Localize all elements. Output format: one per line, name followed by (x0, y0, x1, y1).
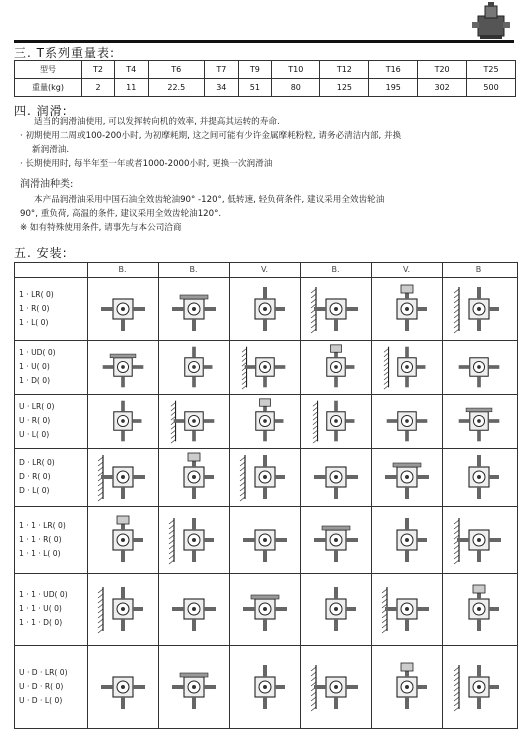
gearbox-mounting-diagram-icon (237, 661, 293, 713)
gearbox-mounting-diagram-icon (237, 583, 293, 635)
install-row-label: 1 · R( 0) (19, 303, 50, 313)
gearbox-mounting-diagram-icon (451, 397, 507, 445)
gearbox-mounting-diagram-icon (379, 397, 435, 445)
gearbox-mounting-diagram-icon (166, 283, 222, 335)
install-row-label: D · L( 0) (19, 486, 50, 495)
table-cell: T6 (148, 61, 204, 79)
table-cell: 11 (114, 79, 148, 97)
gearbox-mounting-diagram-icon (308, 397, 364, 445)
gearbox-mounting-diagram-icon (451, 343, 507, 391)
weight-table-value-row (15, 79, 516, 97)
gearbox-mounting-diagram-icon (379, 661, 435, 713)
table-cell: T4 (114, 61, 148, 79)
gearbox-mounting-diagram-icon (379, 283, 435, 335)
lube-section-title: 四. 润滑: (14, 104, 68, 118)
table-cell: T12 (320, 61, 369, 79)
install-section-title: 五. 安装: (14, 246, 68, 260)
lube-line-1: 适当的润滑油使用, 可以发挥转向机的效率, 并提高其运转的寿命. (34, 117, 280, 127)
gearbox-mounting-diagram-icon (379, 514, 435, 566)
gearbox-mounting-diagram-icon (237, 514, 293, 566)
install-row-label: U · D · R( 0) (19, 681, 64, 691)
weight-table-header-row (15, 61, 516, 79)
oil-line-1: 本产品润滑油采用中国石油全效齿轮油90° -120°, 低转速, 轻负荷条件, 建议采用全效齿轮油 (34, 195, 385, 205)
table-cell: 195 (369, 79, 418, 97)
install-row-label: 1 · LR( 0) (19, 289, 54, 299)
gearbox-mounting-diagram-icon (308, 451, 364, 503)
install-row-label: U · D · L( 0) (19, 695, 63, 705)
gearbox-mounting-diagram-icon (95, 514, 151, 566)
gearbox-mounting-diagram-icon (95, 343, 151, 391)
gearbox-mounting-diagram-icon (166, 661, 222, 713)
install-row-label: 1 · 1 · U( 0) (19, 604, 62, 613)
gearbox-mounting-diagram-icon (237, 397, 293, 445)
install-row-label: U · L( 0) (19, 430, 50, 439)
install-row-label: U · R( 0) (19, 416, 51, 425)
col-header: B (475, 265, 482, 274)
col-header: B. (118, 265, 127, 274)
table-cell: T10 (272, 61, 320, 79)
top-rule (14, 40, 514, 43)
weight-table (14, 60, 516, 97)
gearbox-mounting-diagram-icon (166, 451, 222, 503)
gearbox-mounting-diagram-icon (95, 283, 151, 335)
install-row-label: 1 · UD( 0) (19, 348, 56, 357)
table-cell: 302 (418, 79, 467, 97)
table-cell: 34 (205, 79, 239, 97)
gearbox-logo-icon (470, 2, 512, 40)
table-cell: 22.5 (148, 79, 204, 97)
lube-line-3: 新润滑油. (32, 145, 70, 155)
gearbox-mounting-diagram-icon (451, 514, 507, 566)
gearbox-mounting-diagram-icon (451, 283, 507, 335)
gearbox-mounting-diagram-icon (237, 283, 293, 335)
gearbox-mounting-diagram-icon (379, 451, 435, 503)
gearbox-mounting-diagram-icon (379, 343, 435, 391)
table-cell: T16 (369, 61, 418, 79)
table-cell: T7 (205, 61, 239, 79)
gearbox-mounting-diagram-icon (95, 397, 151, 445)
oil-line-3: ※ 如有特殊使用条件, 请事先与本公司洽商 (20, 223, 182, 233)
gearbox-mounting-diagram-icon (308, 343, 364, 391)
weight-section-title: 三. T系列重量表: (14, 46, 116, 60)
gearbox-mounting-diagram-icon (166, 514, 222, 566)
col-header: B. (189, 265, 198, 274)
install-row-label: 1 · 1 · LR( 0) (19, 520, 66, 530)
table-cell: 型号 (15, 61, 82, 79)
install-row-label: 1 · D( 0) (19, 376, 51, 385)
lube-line-4: · 长期使用时, 每半年至一年或者1000-2000小时, 更换一次润滑油 (20, 159, 273, 169)
gearbox-mounting-diagram-icon (308, 283, 364, 335)
install-row-label: 1 · 1 · D( 0) (19, 618, 63, 627)
table-cell: 500 (467, 79, 516, 97)
table-cell: 51 (238, 79, 272, 97)
gearbox-mounting-diagram-icon (308, 661, 364, 713)
col-header: V. (261, 265, 268, 274)
table-cell: T2 (82, 61, 115, 79)
gearbox-mounting-diagram-icon (166, 583, 222, 635)
gearbox-mounting-diagram-icon (95, 661, 151, 713)
lube-line-2: · 初期使用二周或100-200小时, 为初摩耗期, 这之间可能有少许金属摩耗粉粒, 请务必清洁内部, 并换 (20, 131, 402, 141)
gearbox-mounting-diagram-icon (451, 583, 507, 635)
gearbox-mounting-diagram-icon (308, 583, 364, 635)
table-cell: 重量(kg) (15, 79, 82, 97)
gearbox-mounting-diagram-icon (95, 583, 151, 635)
table-cell: T25 (467, 61, 516, 79)
install-row-label: U · LR( 0) (19, 402, 55, 411)
gearbox-mounting-diagram-icon (451, 451, 507, 503)
col-header: V. (403, 265, 410, 274)
install-row-label: 1 · L( 0) (19, 317, 49, 327)
install-row-label: U · D · LR( 0) (19, 667, 68, 677)
table-cell: 125 (320, 79, 369, 97)
table-cell: 80 (272, 79, 320, 97)
table-cell: T20 (418, 61, 467, 79)
gearbox-mounting-diagram-icon (166, 397, 222, 445)
install-row-label: 1 · 1 · L( 0) (19, 548, 61, 558)
install-grid (14, 262, 518, 729)
oil-section-title: 润滑油种类: (20, 179, 74, 190)
table-cell: 2 (82, 79, 115, 97)
table-cell: T9 (238, 61, 272, 79)
col-header: B. (331, 265, 340, 274)
gearbox-mounting-diagram-icon (237, 451, 293, 503)
install-row-label: D · LR( 0) (19, 458, 55, 467)
gearbox-mounting-diagram-icon (451, 661, 507, 713)
gearbox-mounting-diagram-icon (95, 451, 151, 503)
gearbox-mounting-diagram-icon (308, 514, 364, 566)
install-row-label: D · R( 0) (19, 472, 51, 481)
install-row-label: 1 · 1 · UD( 0) (19, 590, 68, 599)
gearbox-mounting-diagram-icon (237, 343, 293, 391)
gearbox-mounting-diagram-icon (166, 343, 222, 391)
install-row-label: 1 · 1 · R( 0) (19, 534, 62, 544)
gearbox-mounting-diagram-icon (379, 583, 435, 635)
oil-line-2: 90°, 重负荷, 高温的条件, 建议采用全效齿轮油120°. (20, 209, 222, 219)
install-row-label: 1 · U( 0) (19, 362, 50, 371)
